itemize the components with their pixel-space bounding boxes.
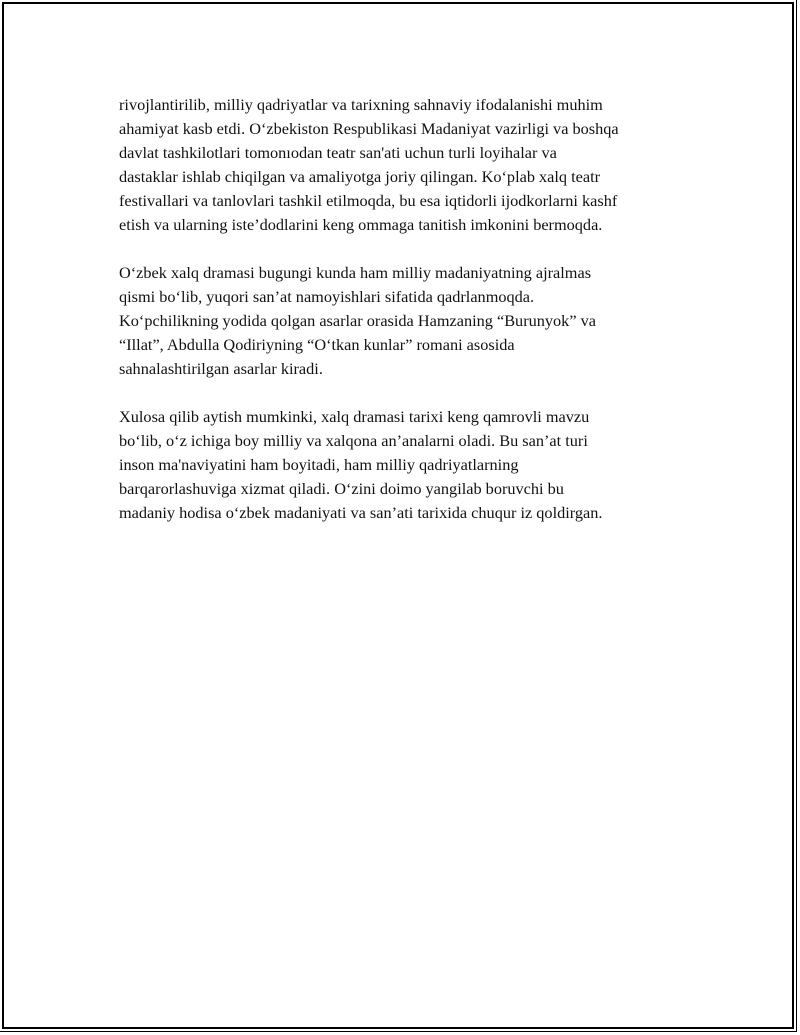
paragraph-3 (119, 405, 679, 525)
text-line: madaniy hodisa o‘zbek madaniyati va san’ati tarixida chuqur iz qoldirgan. (119, 503, 603, 522)
paragraph-1 (119, 93, 679, 237)
text-line: Ko‘pchilikning yodida qolgan asarlar orasida Hamzaning “Burunyok” va (119, 311, 596, 330)
text-line: rivojlantirilib, milliy qadriyatlar va tarixning sahnaviy ifodalanishi muhim (119, 95, 603, 114)
text-line: barqarorlashuviga xizmat qiladi. O‘zini doimo yangilab boruvchi bu (119, 479, 564, 498)
text-line: davlat tashkilotlari tomonıodan teatr san'ati uchun turli loyihalar va (119, 143, 557, 162)
document-body (119, 93, 679, 525)
text-line: “Illat”, Abdulla Qodiriyning “O‘tkan kunlar” romani asosida (119, 335, 515, 354)
paragraph-2 (119, 261, 679, 381)
text-line: inson ma'naviyatini ham boyitadi, ham milliy qadriyatlarning (119, 455, 519, 474)
text-line: O‘zbek xalq dramasi bugungi kunda ham milliy madaniyatning ajralmas (119, 263, 592, 282)
text-line: festivallari va tanlovlari tashkil etilmoqda, bu esa iqtidorli ijodkorlarni kashf (119, 191, 618, 210)
text-line: sahnalashtirilgan asarlar kiradi. (119, 359, 323, 378)
text-line: ahamiyat kasb etdi. O‘zbekiston Respublikasi Madaniyat vazirligi va boshqa (119, 119, 619, 138)
text-line: qismi bo‘lib, yuqori san’at namoyishlari sifatida qadrlanmoqda. (119, 287, 535, 306)
text-line: dastaklar ishlab chiqilgan va amaliyotga joriy qilingan. Ko‘plab xalq teatr (119, 167, 601, 186)
text-line: Xulosa qilib aytish mumkinki, xalq dramasi tarixi keng qamrovli mavzu (119, 407, 590, 426)
text-line: etish va ularning iste’dodlarini keng ommaga tanitish imkonini bermoqda. (119, 215, 603, 234)
text-line: bo‘lib, o‘z ichiga boy milliy va xalqona an’analarni oladi. Bu san’at turi (119, 431, 588, 450)
